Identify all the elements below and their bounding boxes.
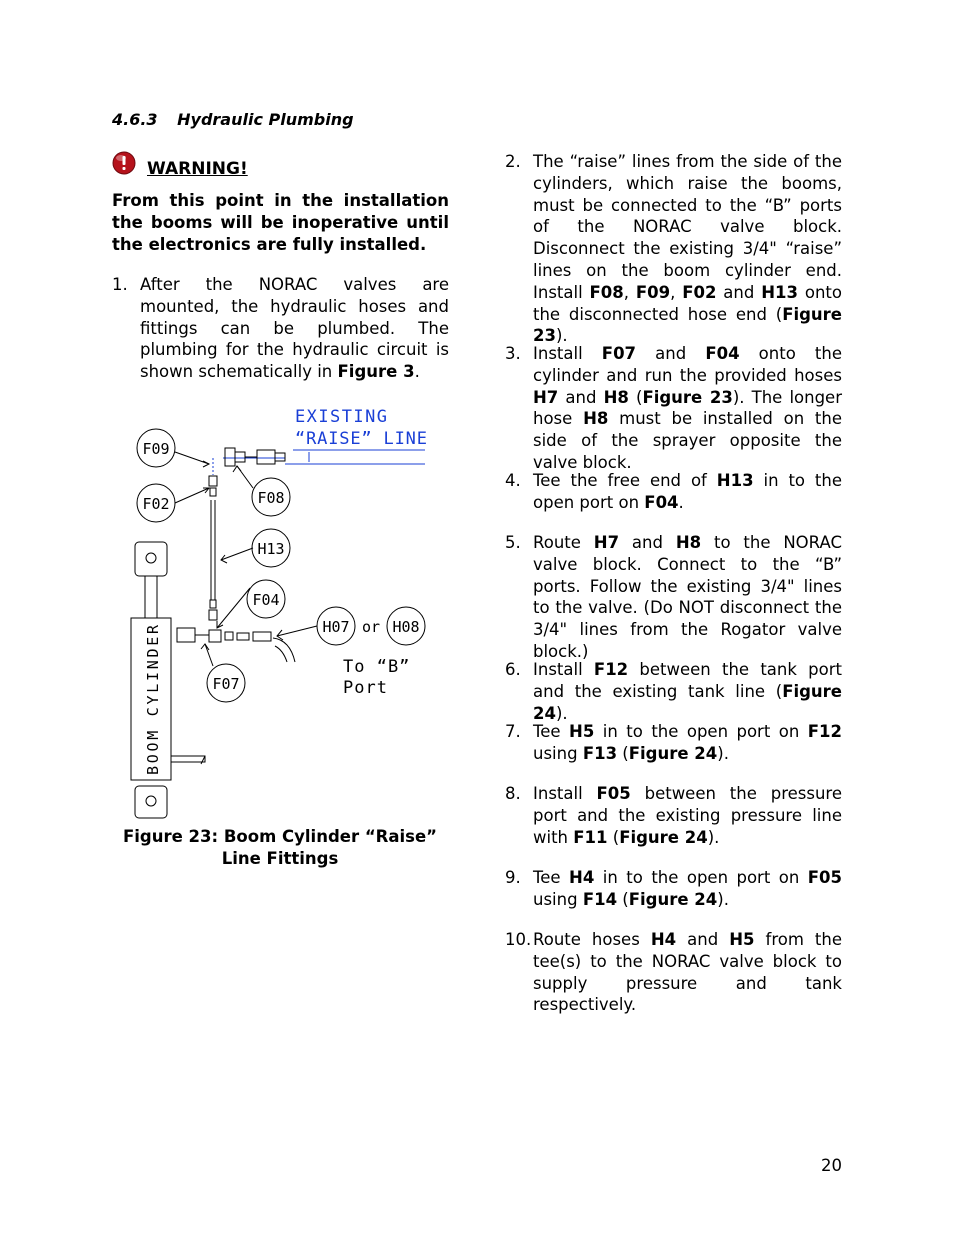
step-text-bold: Figure 23 <box>642 387 733 407</box>
label-f04: F04 <box>252 591 280 609</box>
step-text-run: Install <box>533 660 594 679</box>
step-text-bold: F05 <box>596 784 631 803</box>
step-number: 4. <box>505 471 521 490</box>
step-text-bold: H8 <box>583 409 609 429</box>
section-title: Hydraulic Plumbing <box>177 110 354 129</box>
boom-cylinder-diagram <box>125 400 435 820</box>
step-text <box>533 721 842 765</box>
step-text-run: and <box>716 282 762 302</box>
step-text-run: must be installed on the side of the sprayer opposite the valve block. <box>533 409 843 472</box>
step-text-run: in to the open port on <box>594 722 808 741</box>
step-text-run: between the tank port and the existing tank line ( <box>533 660 842 701</box>
step-number: 7. <box>505 722 521 741</box>
step-text-bold: F04 <box>705 344 740 363</box>
page-number: 20 <box>821 1156 842 1175</box>
step-text-run: ( <box>617 743 629 763</box>
step-text-bold: F02 <box>682 282 717 302</box>
label-h08: H08 <box>392 618 420 636</box>
step-text-bold: Figure 3 <box>337 362 415 382</box>
step-text-bold: H4 <box>569 868 595 887</box>
boom-cylinder-label: BOOM CYLINDER <box>144 625 162 775</box>
step-text-run: in to the open port on <box>533 471 843 512</box>
step-text-run: from the tee(s) to the NORAC valve block to supply pressure and tank respectively. <box>533 930 842 1015</box>
step-text-bold: H13 <box>716 471 754 490</box>
step-text-run: ). <box>717 743 729 763</box>
warning-text: From this point in the installation the booms will be inoperative until the electronics are fully installed. <box>112 191 449 254</box>
step-text-bold: F12 <box>593 660 629 679</box>
step-number: 3. <box>505 344 521 363</box>
warning-icon <box>112 151 136 175</box>
step-text-bold: F08 <box>589 282 624 302</box>
step-number: 2. <box>505 152 521 171</box>
step-text-bold: Figure 23 <box>533 304 842 346</box>
step-text <box>533 867 842 911</box>
step-text-bold: H5 <box>729 930 755 949</box>
step-text <box>533 470 842 514</box>
step-text-bold: F12 <box>807 722 843 741</box>
existing-line-label-2: “RAISE” LINE <box>295 429 427 449</box>
step-text-bold: H13 <box>761 282 798 302</box>
step-text-bold: H7 <box>593 533 620 552</box>
step-text-run: ( <box>617 889 629 909</box>
step-text-run: , <box>670 282 683 302</box>
step-text-bold: F14 <box>582 889 618 909</box>
step-text-run: Route <box>533 533 594 552</box>
step-text-run: Tee the free end of <box>533 471 717 490</box>
label-f08: F08 <box>257 489 285 507</box>
step-text <box>533 659 842 724</box>
step-text-run: to the NORAC valve block. Connect to the “B” ports. Follow the existing 3/4" lines to the valve. (Do NOT disconnect the 3/4" lines from the Rogator valve block.) <box>533 533 842 661</box>
section-heading <box>112 110 354 129</box>
label-h07: H07 <box>322 618 350 636</box>
step-text-bold: F05 <box>807 868 843 887</box>
step-text-bold: Figure 24 <box>628 889 718 909</box>
step-text-run: ). <box>555 703 568 723</box>
step-text-run: . <box>414 362 420 382</box>
step-number: 10. <box>505 930 532 949</box>
step-text-bold: F13 <box>582 743 618 763</box>
step-text-bold: F11 <box>573 827 608 847</box>
step-text-run: Tee <box>533 868 570 887</box>
step-text-run: , <box>623 282 636 302</box>
step-text-run: between the pressure port and the existing pressure line with <box>533 784 842 847</box>
step-text <box>533 783 842 848</box>
step-text <box>533 151 842 347</box>
step-text-bold: F04 <box>644 492 679 512</box>
step-text-run: and <box>676 930 730 949</box>
step-text-bold: F09 <box>635 282 671 302</box>
step-text-run: After the NORAC valves are mounted, the hydraulic hoses and fittings can be plumbed. The plumbing for the hydraulic circuit is shown schematically in <box>140 275 449 382</box>
label-or: or <box>361 618 381 636</box>
label-f09: F09 <box>142 440 170 458</box>
label-f02: F02 <box>142 495 170 513</box>
step-text-run: and <box>558 387 604 407</box>
step-text-run: ). <box>555 326 568 346</box>
step-text-bold: H8 <box>603 387 629 407</box>
step-text-run: ). <box>707 827 720 847</box>
step-text-bold: H7 <box>533 387 559 407</box>
step-text <box>533 929 842 1016</box>
step-text-run: . <box>678 492 684 512</box>
step-text-bold: H5 <box>569 722 595 741</box>
step-number: 8. <box>505 784 521 803</box>
label-f07: F07 <box>212 675 240 693</box>
step-text-run: ( <box>628 387 643 407</box>
step-text-bold: F07 <box>601 344 637 363</box>
step-text-run: onto the cylinder and run the provided hoses <box>533 344 842 385</box>
step-text-run: using <box>533 743 583 763</box>
step-text <box>140 274 449 383</box>
step-text-run: ). The longer hose <box>533 387 842 429</box>
label-to-b: To “B” <box>343 657 411 677</box>
existing-line-label-1: EXISTING <box>295 407 387 427</box>
step-text-bold: Figure 24 <box>628 743 718 763</box>
step-text-run: and <box>636 344 706 363</box>
step-text <box>533 343 842 474</box>
step-text-run: ). <box>717 889 729 909</box>
step-number: 1. <box>112 275 128 294</box>
step-text-run: The “raise” lines from the side of the cylinders, which raise the booms, must be connected to the “B” ports of the NORAC valve block. Disconnect the existing 3/4" “raise” lines on the boom cylinder end. Install <box>533 152 842 302</box>
warning-title: WARNING! <box>147 159 248 179</box>
step-text-run: Tee <box>533 722 570 741</box>
label-port: Port <box>343 678 388 698</box>
step-text-run: Route hoses <box>533 930 651 949</box>
step-text-bold: Figure 24 <box>533 681 842 723</box>
step-text <box>533 532 842 663</box>
section-number: 4.6.3 <box>112 110 158 129</box>
step-text-run: ( <box>607 827 620 847</box>
step-number: 9. <box>505 868 521 887</box>
step-text-bold: Figure 24 <box>619 827 708 847</box>
step-text-bold: H8 <box>675 533 702 552</box>
step-text-run: Install <box>533 784 597 803</box>
step-text-run: using <box>533 889 583 909</box>
step-text-run: in to the open port on <box>594 868 808 887</box>
step-text-run: and <box>619 533 676 552</box>
step-text-bold: H4 <box>650 930 677 949</box>
figure-caption: Figure 23: Boom Cylinder “Raise” Line Fittings <box>122 827 438 868</box>
step-text-run: onto the disconnected hose end ( <box>533 282 842 324</box>
step-number: 6. <box>505 660 521 679</box>
step-text-run: Install <box>533 344 602 363</box>
step-number: 5. <box>505 533 521 552</box>
label-h13: H13 <box>257 540 285 558</box>
